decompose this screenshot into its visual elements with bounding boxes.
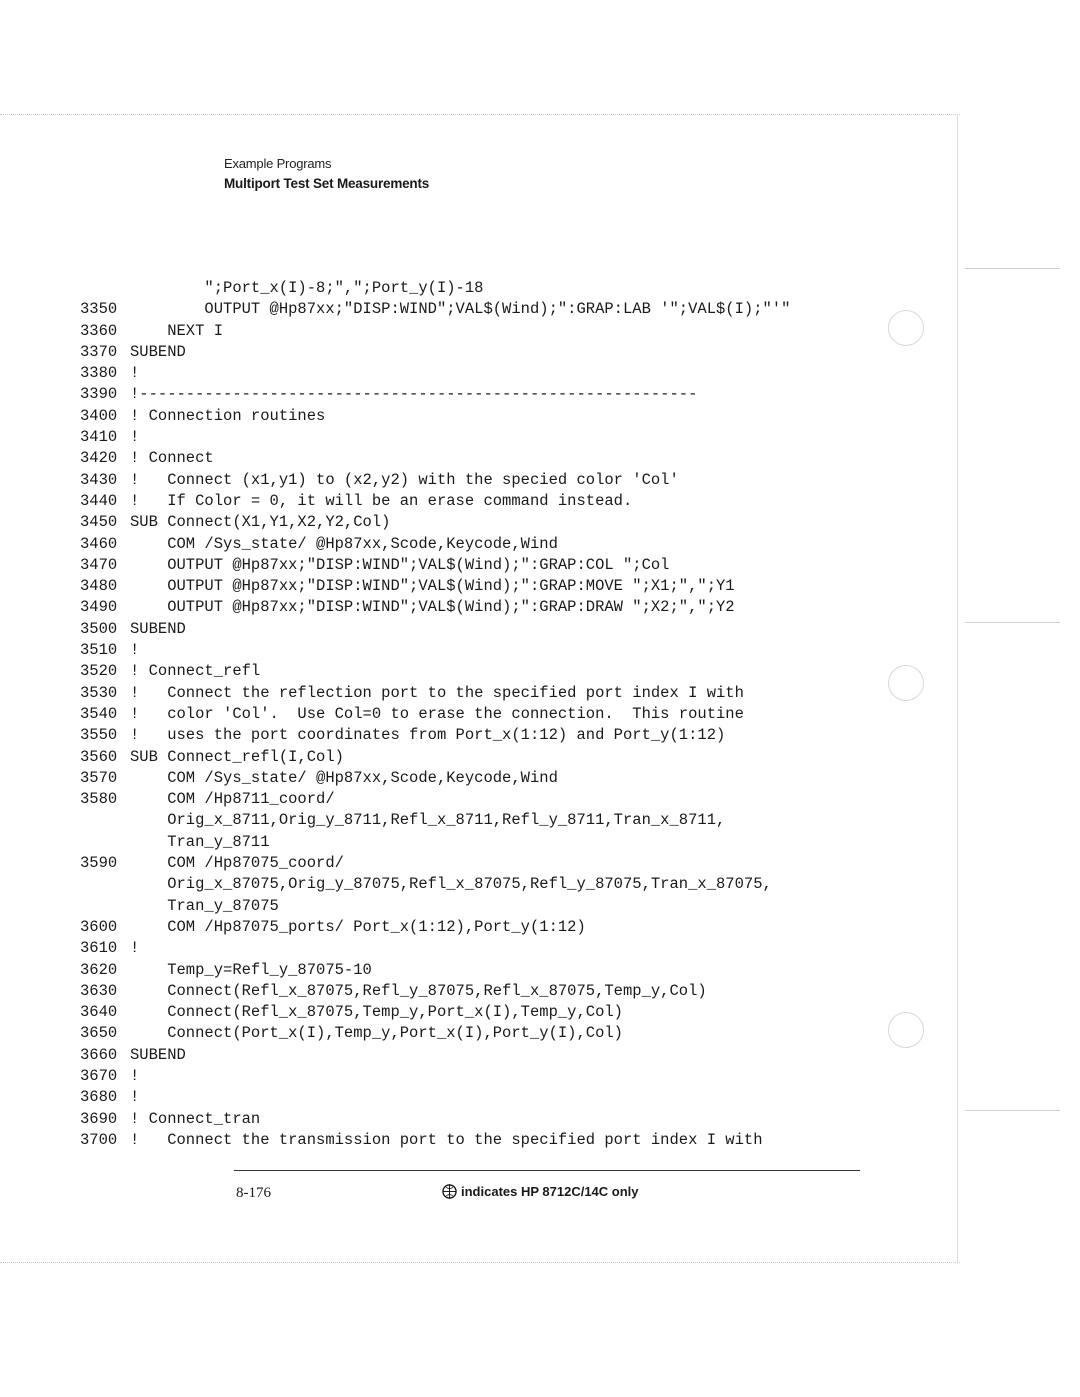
line-number: 3610 [80, 939, 118, 958]
code-line [80, 661, 790, 682]
code-text: ! [130, 1066, 140, 1085]
line-number: 3400 [80, 406, 118, 425]
page-number: 8-176 [236, 1185, 271, 1201]
margin-tick [965, 268, 1060, 269]
line-number: 3570 [80, 768, 118, 787]
line-number: 3700 [80, 1130, 118, 1149]
line-number: 3470 [80, 555, 118, 574]
code-text: Orig_x_87075,Orig_y_87075,Refl_x_87075,Refl_y_87075,Tran_x_87075, [130, 875, 772, 894]
code-text: SUBEND [130, 619, 186, 638]
code-line [80, 640, 790, 661]
line-number: 3630 [80, 981, 118, 1000]
code-line [80, 683, 790, 704]
line-number: 3620 [80, 960, 118, 979]
line-number: 3410 [80, 428, 118, 447]
code-line [80, 789, 790, 810]
code-line [80, 960, 790, 981]
code-line [80, 470, 790, 491]
hp-logo-icon [442, 1184, 457, 1199]
code-text: SUB Connect(X1,Y1,X2,Y2,Col) [130, 513, 391, 532]
code-text: ! Connect_tran [130, 1109, 261, 1128]
code-line [80, 832, 790, 853]
code-line [80, 1109, 790, 1130]
code-line [80, 576, 790, 597]
code-text: COM /Sys_state/ @Hp87xx,Scode,Keycode,Wind [130, 768, 558, 787]
code-line [80, 725, 790, 746]
code-text: OUTPUT @Hp87xx;"DISP:WIND";VAL$(Wind);":GRAP:MOVE ";X1;",";Y1 [130, 577, 735, 596]
line-number: 3360 [80, 321, 118, 340]
code-text: ! [130, 1088, 140, 1107]
code-text: !------------------------------------------------------------ [130, 385, 698, 404]
line-number: 3370 [80, 342, 118, 361]
code-line [80, 491, 790, 512]
line-number: 3490 [80, 598, 118, 617]
line-number: 3680 [80, 1088, 118, 1107]
code-line [80, 512, 790, 533]
code-text: Temp_y=Refl_y_87075-10 [130, 960, 372, 979]
code-line [80, 896, 790, 917]
line-number: 3690 [80, 1109, 118, 1128]
line-number: 3550 [80, 726, 118, 745]
code-line [80, 704, 790, 725]
line-number: 3480 [80, 577, 118, 596]
scan-border-top [0, 114, 960, 115]
code-text: ! Connect (x1,y1) to (x2,y2) with the specied color 'Col' [130, 470, 679, 489]
code-line [80, 1130, 790, 1151]
line-number: 3500 [80, 619, 118, 638]
code-text: Connect(Refl_x_87075,Temp_y,Port_x(I),Temp_y,Col) [130, 1003, 623, 1022]
punch-hole [888, 310, 924, 346]
line-number: 3590 [80, 854, 118, 873]
running-header [224, 156, 429, 191]
code-line [80, 938, 790, 959]
code-line [80, 427, 790, 448]
line-number: 3530 [80, 683, 118, 702]
code-text: Orig_x_8711,Orig_y_8711,Refl_x_8711,Refl_y_8711,Tran_x_8711, [130, 811, 726, 830]
code-text: ! Connect_refl [130, 662, 261, 681]
code-text: ! Connect the transmission port to the specified port index I with [130, 1130, 763, 1149]
punch-hole [888, 665, 924, 701]
line-number: 3420 [80, 449, 118, 468]
code-text: ";Port_x(I)-8;",";Port_y(I)-18 [130, 279, 484, 297]
code-line [80, 1045, 790, 1066]
line-number: 3640 [80, 1003, 118, 1022]
line-number: 3560 [80, 747, 118, 766]
code-text: ! Connect [130, 449, 214, 468]
code-text: NEXT I [130, 321, 224, 340]
punch-hole [888, 1012, 924, 1048]
code-text: SUBEND [130, 342, 186, 361]
line-number: 3380 [80, 364, 118, 383]
code-text: Tran_y_87075 [130, 896, 279, 915]
section-name: Example Programs [224, 156, 332, 171]
code-text: ! [130, 364, 140, 383]
footer-note-text: indicates HP 8712C/14C only [461, 1184, 639, 1199]
code-line [80, 406, 790, 427]
code-text: ! [130, 939, 140, 958]
line-number: 3390 [80, 385, 118, 404]
code-line [80, 384, 790, 405]
margin-tick [965, 1110, 1060, 1111]
line-number: 3440 [80, 491, 118, 510]
line-number: 3580 [80, 790, 118, 809]
code-line [80, 810, 790, 831]
scan-border-right [957, 114, 958, 1264]
line-number: 3600 [80, 917, 118, 936]
footer-note [442, 1184, 639, 1199]
code-text: Connect(Port_x(I),Temp_y,Port_x(I),Port_y(I),Col) [130, 1024, 623, 1043]
code-line [80, 981, 790, 1002]
code-line [80, 299, 790, 320]
footer-rule [234, 1170, 860, 1171]
code-line [80, 768, 790, 789]
code-listing [80, 278, 790, 1151]
code-line [80, 1023, 790, 1044]
code-text: ! uses the port coordinates from Port_x(1:12) and Port_y(1:12) [130, 726, 726, 745]
code-line [80, 874, 790, 895]
code-line [80, 534, 790, 555]
code-text: COM /Sys_state/ @Hp87xx,Scode,Keycode,Wind [130, 534, 558, 553]
code-text: ! [130, 428, 140, 447]
code-text: SUB Connect_refl(I,Col) [130, 747, 344, 766]
code-line [80, 1066, 790, 1087]
code-text: COM /Hp8711_coord/ [130, 790, 335, 809]
code-text: ! If Color = 0, it will be an erase command instead. [130, 491, 633, 510]
code-text: OUTPUT @Hp87xx;"DISP:WIND";VAL$(Wind);":GRAP:COL ";Col [130, 555, 670, 574]
code-text: COM /Hp87075_coord/ [130, 854, 344, 873]
code-line [80, 342, 790, 363]
line-number: 3460 [80, 534, 118, 553]
line-number: 3520 [80, 662, 118, 681]
code-line [80, 853, 790, 874]
code-text: ! color 'Col'. Use Col=0 to erase the connection. This routine [130, 704, 744, 723]
line-number: 3670 [80, 1066, 118, 1085]
line-number: 3450 [80, 513, 118, 532]
line-number: 3650 [80, 1024, 118, 1043]
code-text: OUTPUT @Hp87xx;"DISP:WIND";VAL$(Wind);":GRAP:LAB '";VAL$(I);"'" [130, 300, 791, 319]
code-line [80, 555, 790, 576]
margin-tick [965, 622, 1060, 623]
line-number: 3540 [80, 704, 118, 723]
code-line [80, 321, 790, 342]
line-number: 3430 [80, 470, 118, 489]
scan-border-bottom [0, 1262, 960, 1263]
code-line [80, 747, 790, 768]
code-text: ! Connect the reflection port to the specified port index I with [130, 683, 744, 702]
code-line [80, 917, 790, 938]
code-text: Connect(Refl_x_87075,Refl_y_87075,Refl_x_87075,Temp_y,Col) [130, 981, 707, 1000]
code-text: ! Connection routines [130, 406, 326, 425]
code-text: OUTPUT @Hp87xx;"DISP:WIND";VAL$(Wind);":GRAP:DRAW ";X2;",";Y2 [130, 598, 735, 617]
line-number: 3660 [80, 1045, 118, 1064]
code-line [80, 619, 790, 640]
code-line [80, 1002, 790, 1023]
code-line [80, 278, 790, 299]
code-line [80, 363, 790, 384]
code-text: SUBEND [130, 1045, 186, 1064]
code-line [80, 597, 790, 618]
code-line [80, 448, 790, 469]
line-number: 3350 [80, 300, 118, 319]
page-title: Multiport Test Set Measurements [224, 176, 430, 191]
code-text: COM /Hp87075_ports/ Port_x(1:12),Port_y(1:12) [130, 917, 586, 936]
code-text: Tran_y_8711 [130, 832, 270, 851]
code-text: ! [130, 641, 140, 660]
code-line [80, 1087, 790, 1108]
line-number: 3510 [80, 641, 118, 660]
